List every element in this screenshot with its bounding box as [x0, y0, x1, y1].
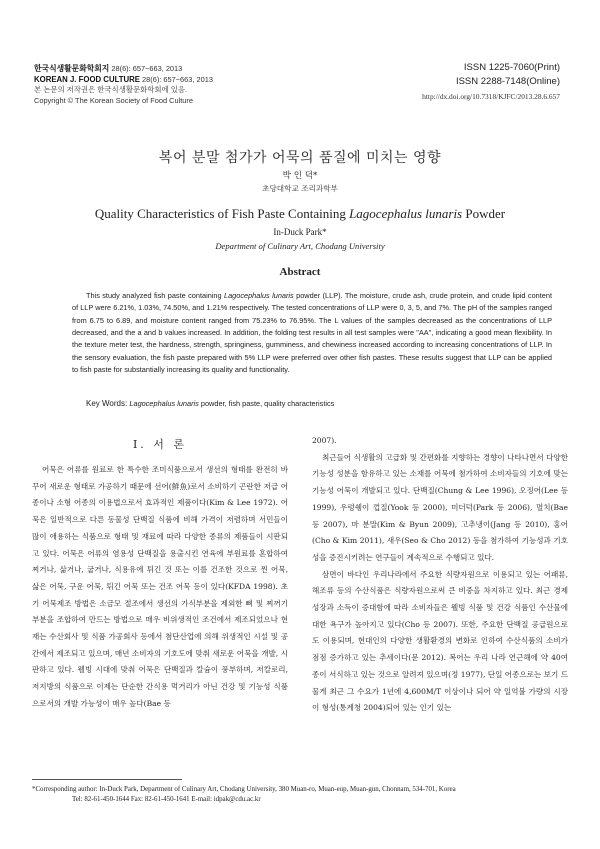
footnote-divider [32, 779, 182, 780]
section-heading-introduction: Ⅰ. 서 론 [132, 438, 188, 451]
left-column [32, 462, 288, 713]
issn-print: ISSN 1225-7060(Print) [463, 62, 560, 73]
affiliation-ko: 초당대학교 조리과학부 [262, 184, 338, 193]
species-name: Lagocephalus lunaris [349, 206, 463, 221]
issn-online: ISSN 2288-7148(Online) [455, 76, 560, 87]
paragraph: 삼면이 바다인 우리나라에서 주요한 식량자원으로 이용되고 있는 어패류, 해조류 등의 수산식품은 식량자원으로써 큰 비중을 차지하고 있다. 최근 경제 성장과 소득이 증대함에 따라 소비자들은 웰빙 식품 및 건강 식품인 수산물에 대한 욕구가 높아지고 있다(Cho 등 2007). 또한, 주요한 단백질 공급원으로도 이용되며, 현대인의 다양한 생활환경의 변화로 인하여 수산식품의 소비가 점점 증가하고 있는 추세이다(문 2012). 복어는 우리 나라 연근해에 약 40여종이 서식하고 있는 것으로 알려져 있으며(정 1977), 단일 어종으로는 보기 드물게 최근 그 수요가 1년에 4,600M/T 이상이나 되어 약 일억불 가량의 시장이 형성(통계청 2004)되어 있는 인기 있는 [312, 569, 568, 713]
keywords: Key Words: Lagocephalus lunaris powder, fish paste, quality characteristics [86, 399, 335, 408]
journal-header [34, 64, 354, 106]
journal-citation-ko: 한국식생활문화학회지 28(6): 657~663, 2013 [34, 64, 183, 73]
author-en: In-Duck Park* [273, 227, 327, 237]
doi-link[interactable]: http://dx.doi.org/10.7318/KJFC/2013.28.6.657 [422, 92, 560, 101]
journal-citation-en: KOREAN J. FOOD CULTURE 28(6): 657~663, 2013 [34, 74, 213, 84]
affiliation-en: Department of Culinary Art, Chodang University [215, 241, 385, 251]
footnote-address: *Corresponding author: In-Duck Park, Department of Culinary Art, Chodang University, 380 Muan-ro, Muan-eup, Muan-gun, Chonnam, 534-701, Korea [32, 786, 456, 793]
paragraph: 2007). [312, 436, 337, 445]
author-ko: 박 인 덕* [282, 171, 318, 181]
abstract-heading: Abstract [279, 266, 321, 278]
paragraph: 최근들어 식생활의 고급화 및 간편화를 지향하는 경향이 나타나면서 다양한 기능성 성분을 함유하고 있는 소재를 어묵에 첨가하여 소비자들의 기호에 맞는 기능성 어묵이 개발되고 있다. 단백질(Chung & Lee 1996), 오징어(Lee 등 1999), 우렁쉥이 껍질(Yook 등 2000), 미더덕(Park 등 2006), 멸치(Bae 등 2007), 마 분말(Kim & Byun 2009), 고추냉이(Jang 등 2010), 홍어(Cho & Kim 2011), 새우(Seo & Cho 2012) 등을 첨가하여 기능성과 기호성을 증진시키려는 연구들이 계속적으로 수행되고 있다. [312, 452, 568, 562]
paragraph: 어묵은 어류를 원료로 한 특수한 조미식품으로서 생선의 형태를 완전히 바꾸어 새로운 형태로 가공하기 때문에 선어(鮮魚)로서 소비하기 곤란한 저급 어종이나 소형 어종의 이용법으로서 효과적인 제품이다(Kim & Lee 1972). 어묵은 일반적으로 다른 동물성 단백질 식품에 비해 가격이 저렴하며 서민들이 많이 애용하는 식품으로 형태 및 재료에 따라 다양한 종류의 제품들이 시판되고 있다. 어묵은 어류의 염용성 단백질을 용출시킨 연육에 부원료를 혼합하여 찌거나, 삶거나, 굽거나, 식용유에 튀긴 것 또는 이를 건조한 것으로 찐 어묵, 삶은 어묵, 구운 어묵, 튀긴 어묵 또는 건조 어묵 등이 있다(KFDA 1998). 초기 어묵제조 방법은 소금모 절조에서 생선의 가식부분을 제외한 뼈 및 찌꺼기 부분을 조합하여 만드는 방법으로 매우 비위생적인 조건에서 제조되었으나 현재는 수산회사 및 식품 가공회사 등에서 첨단산업에 의해 위생적인 시설 및 공간에서 제조되고 있으며, 매년 소비자의 기호도에 맞춰 새로운 어묵을 개발, 시판하고 있다. 웰빙 시대에 맞춰 어묵은 단백질과 칼슘이 풍부하며, 저칼로리, 저지방의 식품으로 이제는 단순한 간식용 먹거리가 아닌 건강 및 기능성 식품으로서의 개발 가능성이 매우 높다(Bae 등 [32, 465, 288, 708]
paper-title-en: Quality Characteristics of Fish Paste Containing Lagocephalus lunaris Powder [94, 206, 506, 221]
paper-title-ko: 복어 분말 첨가가 어묵의 품질에 미치는 영향 [158, 150, 442, 166]
issn-block [360, 61, 560, 103]
species-name: Lagocephalus lunaris [223, 291, 294, 300]
copyright-notice-ko: 본 논문의 저작권은 한국식생활문화학회에 있음. [34, 85, 188, 95]
abstract-text: This study analyzed fish paste containing Lagocephalus lunaris powder (LLP). The moisture, crude ash, crude protein, and crude lipid content of LLP were 6.21%, 1.03%, 74.50%, and 1.21% respectively. The tested concentrations of LLP were 0, 3, 5, and 7%. The pH of the samples ranged from 6.75 to 6.89, and moisture content ranged from 75.23% to 76.95%. The L values of the samples decreased as the concentrations of LLP decreased, and the a and b values increased. In addition, the folding test results in all test samples were "AA", indicating a good mean flexibility. In the texture meter test, the hardness, strength, springiness, gumminess, and chewiness increased according to increasing concentrations of LLP. In the sensory evaluation, the fish paste prepared with 5% LLP were preferred over other fish pastes. These results suggest that LLP can be applied to fish paste for substantially increasing its quality and functionality. [72, 291, 552, 375]
keywords-label: Key Words: [86, 399, 130, 408]
copyright-notice-en: Copyright © The Korean Society of Food Culture [34, 95, 193, 105]
corresponding-author-footnote [32, 785, 568, 806]
right-column [312, 433, 568, 717]
footnote-contact: Tel: 82-61-450-1644 Fax: 82-61-450-1641 E-mail: idpak@cdu.ac.kr [72, 796, 261, 804]
species-name: Lagocephalus lunaris [129, 399, 199, 408]
